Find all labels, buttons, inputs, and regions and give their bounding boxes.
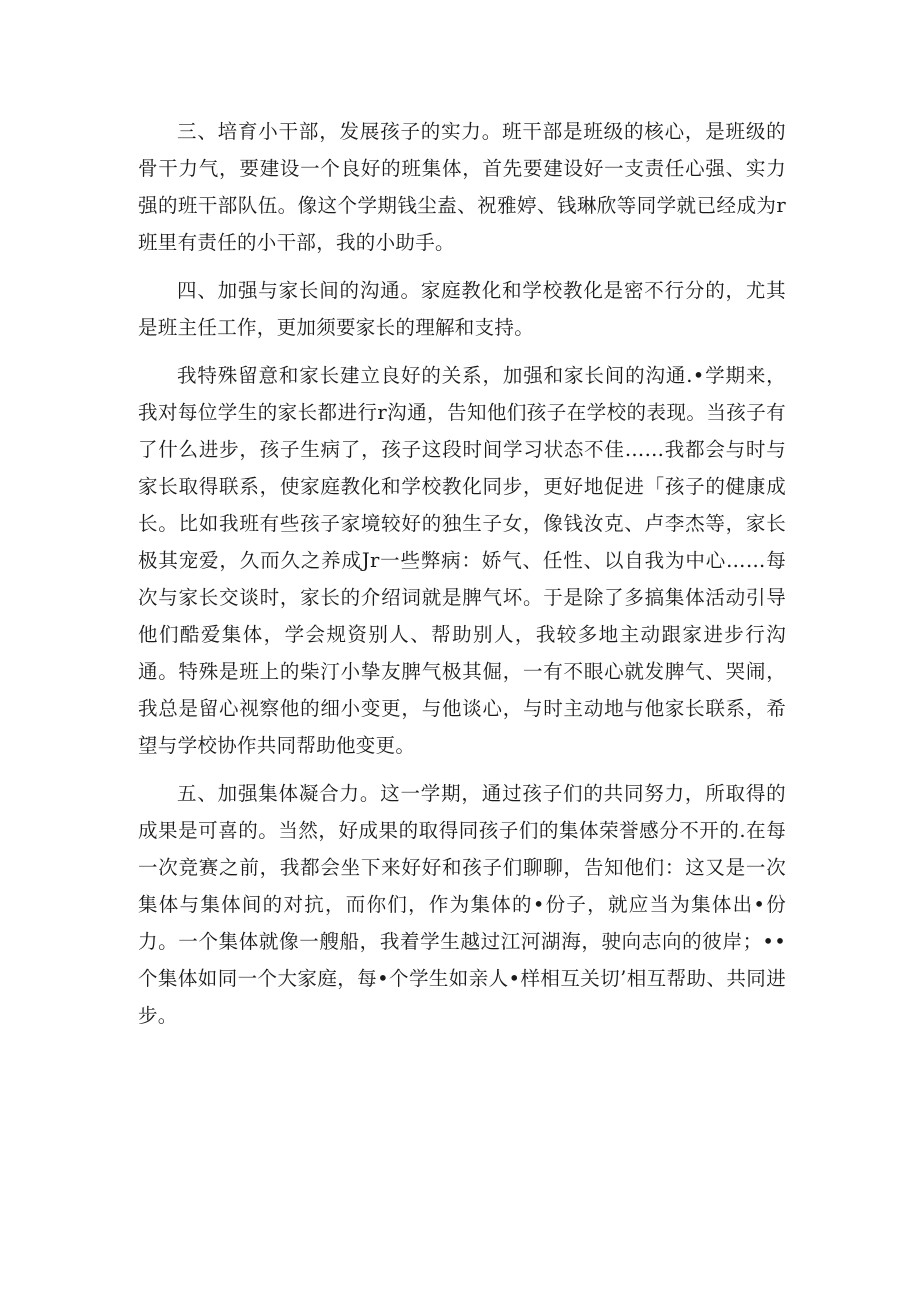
- paragraph-cadre-training: 三、培育小干部，发展孩子的实力。班干部是班级的核心，是班级的骨干力气，要建设一个良好的班集体，首先要建设好一支责任心强、实力强的班干部队伍。像这个学期钱尘盍、祝雅婷、钱琳欣等同学就已经成为r班里有责任的小干部，我的小助手。: [138, 120, 786, 254]
- paragraph-parent-communication: 四、加强与家长间的沟通。家庭教化和学校教化是密不行分的，尤其是班主任工作，更加须要家长的理解和支持。: [138, 279, 786, 339]
- paragraph-collective-cohesion: 五、加强集体凝合力。这一学期，通过孩子们的共同努力，所取得的成果是可喜的。当然，好成果的取得同孩子们的集体荣誉感分不开的.在每一次竞赛之前，我都会坐下来好好和孩子们聊聊，告知他们：这又是一次集体与集体间的对抗，而你们，作为集体的•份子，就应当为集体出•份力。一个集体就像一艘船，我着学生越过江河湖海，驶向志向的彼岸；••个集体如同一个大家庭，每•个学生如亲人•样相互关切’相互帮助、共同进步。: [138, 782, 786, 1027]
- document-page: [138, 113, 786, 1045]
- paragraph-parent-relationship: 我特殊留意和家长建立良好的关系，加强和家长间的沟通.•学期来，我对每位学生的家长都进行r沟通，告知他们孩子在学校的表现。当孩子有了什么进步，孩子生病了，孩子这段时间学习状态不佳……我都会与时与家长取得联系，使家庭教化和学校教化同步，更好地促进「孩子的健康成长。比如我班有些孩子家境较好的独生子女，像钱汝克、卢李杰等，家长极其宠爱，久而久之养成Jr一些弊病：娇气、任性、以自我为中心……每次与家长交谈时，家长的介绍词就是脾气坏。于是除了多搞集体活动引导他们酷爱集体，学会规资别人、帮助别人，我较多地主动跟家进步行沟通。特殊是班上的柴汀小挚友脾气极其倔，一有不眼心就发脾气、哭闹，我总是留心视察他的细小变更，与他谈心，与时主动地与他家长联系，希望与学校协作共同帮助他变更。: [138, 364, 786, 757]
